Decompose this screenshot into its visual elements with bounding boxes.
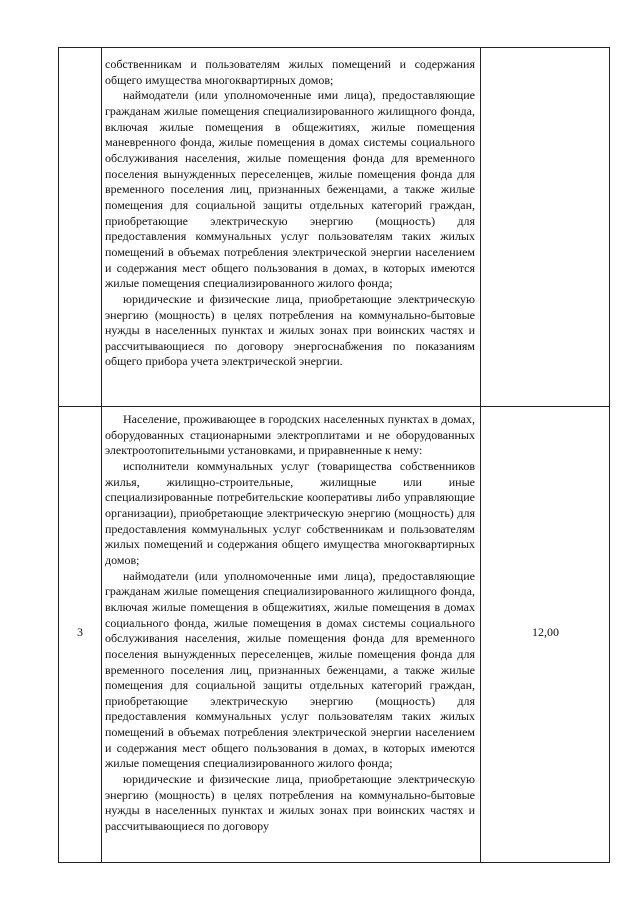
tariff-table: [58, 47, 610, 863]
table-row-continued: [59, 47, 609, 406]
paragraph-utility-providers: исполнители коммунальных услуг (товарищества собственников жилья, жилищно-строительные, жилищные или иные специализированные потребительские кооперативы либо управляющие организации), приобретающие электрическую энергию (мощность) для предоставления коммунальных услуг собственникам и пользователям жилых помещений и содержания общего имущества многоквартирных домов;: [105, 458, 475, 567]
row-description-cell: [105, 57, 475, 370]
row-number-cell: 3: [77, 625, 83, 639]
paragraph-legal-entities: юридические и физические лица, приобретающие электрическую энергию (мощность) в целях потребления на коммунально-бытовые нужды в населенных пунктах и жилых зонах при воинских частях и рассчитывающиеся по договору: [105, 772, 475, 834]
paragraph-population: Население, проживающее в городских населенных пунктах в домах, оборудованных стационарными электроплитами и не оборудованных электроотопительными установками, и приравненные к нему:: [105, 412, 475, 458]
paragraph-legal-entities: юридические и физические лица, приобретающие электрическую энергию (мощность) в целях потребления на коммунально-бытовые нужды в населенных пунктах и жилых зонах при воинских частях и рассчитывающиеся по договору энергоснабжения по показаниям общего прибора учета электрической энергии.: [105, 291, 475, 369]
paragraph-owners-continued: собственникам и пользователям жилых помещений и содержания общего имущества многоквартирных домов;: [105, 57, 475, 87]
row-value-cell: 12,00: [532, 625, 559, 639]
table-row-3: [59, 406, 609, 863]
row-description-cell: [105, 412, 475, 835]
paragraph-landlords: наймодатели (или уполномоченные ими лица), предоставляющие гражданам жилые помещения специализированного жилищного фонда, включая жилые помещения в общежитиях, жилые помещения в домах социального фонда, жилые помещения в домах системы социального обслуживания населения, жилые помещения фонда для временного поселения вынужденных переселенцев, жилые помещения фонда для временного поселения лиц, признанных беженцами, а также жилые помещения для социальной защиты отдельных категорий граждан, приобретающие электрическую энергию (мощность) для предоставления коммунальных услуг пользователям таких жилых помещений в объемах потребления электрической энергии населением и содержания мест общего пользования в домах, в которых имеются жилые помещения специализированного жилого фонда;: [105, 568, 475, 771]
paragraph-landlords: наймодатели (или уполномоченные ими лица), предоставляющие гражданам жилые помещения специализированного жилищного фонда, включая жилые помещения в общежитиях, жилые помещения маневренного фонда, жилые помещения в домах системы социального обслуживания населения, жилые помещения фонда для временного поселения вынужденных переселенцев, жилые помещения фонда для временного поселения лиц, признанных беженцами, а также жилые помещения для социальной защиты отдельных категорий граждан, приобретающие электрическую энергию (мощность) для предоставления коммунальных услуг пользователям таких жилых помещений в объемах потребления электрической энергии населением и содержания мест общего пользования в домах, в которых имеются жилые помещения специализированного жилого фонда;: [105, 88, 475, 291]
